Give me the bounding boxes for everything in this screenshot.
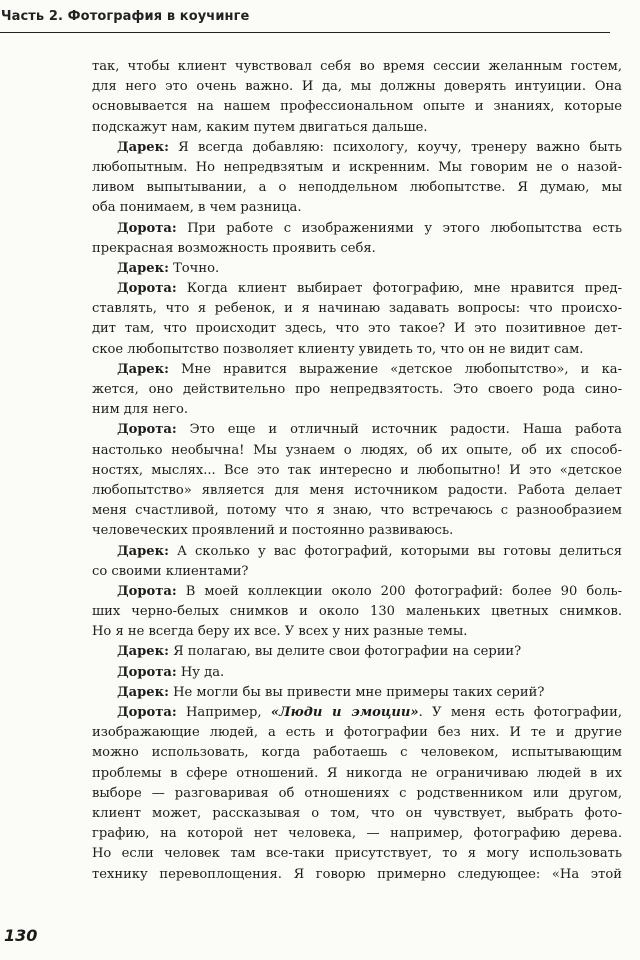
line-text: графию, на которой нет человека, — например, фотографию дерева. — [92, 826, 622, 842]
text-line — [92, 521, 622, 541]
text-line — [92, 420, 622, 440]
text-line — [92, 723, 622, 743]
line-text: для него это очень важно. И да, мы должны доверять интуиции. Она — [92, 79, 622, 95]
line-text: Например, — [176, 705, 271, 720]
speaker-label: Дарек: — [117, 644, 169, 660]
text-line — [92, 602, 622, 622]
text-line — [92, 784, 622, 804]
line-text: Я всегда добавляю: психологу, коучу, тренеру важно быть — [168, 139, 622, 155]
line-text: Но если человек там все-таки присутствует, то я могу использовать — [92, 846, 622, 862]
speaker-label: Дарек: — [117, 139, 169, 155]
line-text: подскажут нам, каким путем двигаться дальше. — [92, 119, 428, 135]
speaker-label: Дорота: — [117, 583, 177, 599]
running-head-text: Часть 2. Фотография в коучинге — [1, 9, 250, 24]
line-text: Я полагаю, вы делите свои фотографии на серии? — [168, 644, 522, 660]
text-line — [92, 562, 622, 582]
page-number: 130 — [4, 926, 38, 945]
speaker-label: Дарек: — [117, 543, 169, 559]
text-line — [92, 138, 622, 158]
line-text: Это еще и отличный источник радости. Наша работа — [176, 422, 622, 438]
line-text: дит там, что происходит здесь, что это такое? И это позитивное дет- — [92, 321, 622, 337]
line-text: ним для него. — [92, 402, 188, 418]
text-line — [92, 703, 622, 723]
line-text: А сколько у вас фотографий, которыми вы готовы делиться — [168, 543, 622, 559]
text-line — [92, 380, 622, 400]
text-line — [92, 683, 622, 703]
line-text: выборе — разговаривая об отношениях с родственником или другом, — [92, 785, 622, 801]
line-text: При работе с изображениями у этого любопытства есть — [176, 220, 622, 236]
text-line — [92, 461, 622, 481]
text-line — [92, 219, 622, 239]
emphasis-text: «Люди и эмоции» — [270, 705, 419, 720]
line-text: Точно. — [168, 260, 220, 276]
line-text: ностях, мыслях... Все это так интересно и любопытно! И это «детское — [92, 462, 622, 478]
line-text: технику перевоплощения. Я говорю примерно следующее: «На этой — [92, 866, 622, 882]
body-text — [92, 57, 622, 885]
text-line — [92, 57, 622, 77]
line-text: любопытным. Но непредвзятым и искренним. Мы говорим не о назой- — [92, 159, 622, 175]
line-text: . У меня есть фотографии, — [418, 705, 622, 720]
speaker-label: Дарек: — [117, 684, 169, 700]
line-text: Но я не всегда беру их все. У всех у них разные темы. — [92, 624, 468, 640]
speaker-label: Дарек: — [117, 260, 169, 276]
line-text: можно использовать, когда работаешь с человеком, испытывающим — [92, 745, 622, 761]
text-line — [92, 481, 622, 501]
speaker-label: Дарек: — [117, 361, 169, 377]
line-text: настолько необычна! Мы узнаем о людях, об их опыте, об их способ- — [92, 442, 622, 458]
line-text: Мне нравится выражение «детское любопытство», и ка- — [168, 361, 622, 377]
line-text: прекрасная возможность проявить себя. — [92, 240, 376, 256]
line-text: человеческих проявлений и постоянно развиваюсь. — [92, 523, 454, 539]
text-line — [92, 198, 622, 218]
text-line — [92, 77, 622, 97]
speaker-label: Дорота: — [117, 664, 177, 680]
text-line — [92, 279, 622, 299]
line-text: Когда клиент выбирает фотографию, мне нравится пред- — [176, 281, 622, 297]
text-line — [92, 299, 622, 319]
text-line — [92, 542, 622, 562]
text-line — [92, 178, 622, 198]
speaker-label: Дорота: — [117, 220, 177, 236]
speaker-label: Дорота: — [117, 422, 177, 438]
speaker-label: Дорота: — [117, 281, 177, 297]
text-line — [92, 158, 622, 178]
text-line — [92, 743, 622, 763]
text-line — [92, 844, 622, 864]
text-line — [92, 259, 622, 279]
text-line — [92, 239, 622, 259]
text-line — [92, 865, 622, 885]
line-text: ставлять, что я ребенок, и я начинаю задавать вопросы: что происхо- — [92, 301, 622, 317]
line-text: любопытство» является для меня источником радости. Работа делает — [92, 482, 622, 498]
line-text: Не могли бы вы привести мне примеры таких серий? — [168, 684, 545, 700]
running-head — [0, 6, 610, 33]
line-text: так, чтобы клиент чувствовал себя во время сессии желанным гостем, — [92, 59, 622, 74]
text-line — [92, 582, 622, 602]
text-line — [92, 642, 622, 662]
text-line — [92, 400, 622, 420]
line-text: клиент может, рассказывая о том, что он чувствует, выбрать фото- — [92, 805, 622, 821]
text-line — [92, 97, 622, 117]
text-line — [92, 118, 622, 138]
text-line — [92, 622, 622, 642]
line-text: ливом выпытывании, а о неподдельном любопытстве. Я думаю, мы — [92, 180, 622, 196]
line-text: Ну да. — [176, 664, 225, 680]
line-text: оба понимаем, в чем разница. — [92, 200, 302, 216]
line-text: изображающие людей, а есть и фотографии без них. И те и другие — [92, 725, 622, 741]
text-line — [92, 824, 622, 844]
line-text: меня счастливой, потому что я знаю, что встречаюсь с разнообразием — [92, 503, 622, 519]
line-text: жется, оно действительно про непредвзятость. Это своего рода сино- — [92, 382, 622, 397]
text-line — [92, 501, 622, 521]
line-text: В моей коллекции около 200 фотографий: более 90 боль- — [176, 583, 622, 599]
text-line — [92, 360, 622, 380]
line-text: проблемы в сфере отношений. Я никогда не ограничиваю людей в их — [92, 765, 622, 781]
line-text: со своими клиентами? — [92, 563, 249, 579]
text-line — [92, 663, 622, 683]
line-text: основывается на нашем профессиональном опыте и знаниях, которые — [92, 99, 622, 115]
line-text: ших черно-белых снимков и около 130 маленьких цветных снимков. — [92, 604, 622, 620]
text-line — [92, 441, 622, 461]
line-text: ское любопытство позволяет клиенту увидеть то, что он не видит сам. — [92, 341, 584, 357]
text-line — [92, 764, 622, 784]
text-line — [92, 804, 622, 824]
text-line — [92, 319, 622, 339]
text-line — [92, 340, 622, 360]
speaker-label: Дорота: — [117, 705, 177, 720]
